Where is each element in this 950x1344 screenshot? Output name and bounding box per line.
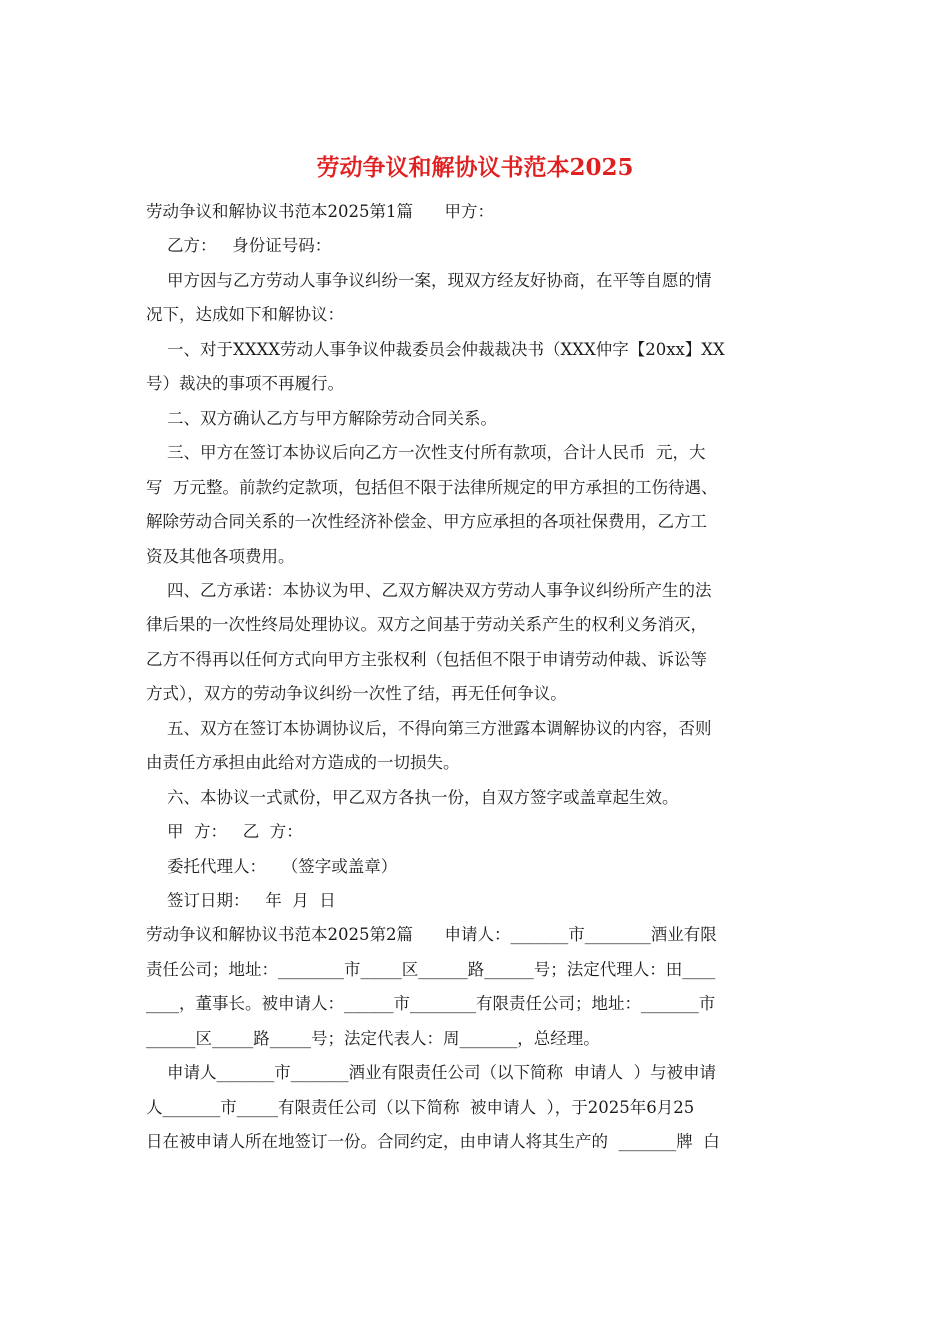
body-line: 写 万元整。前款约定款项，包括但不限于法律所规定的甲方承担的工伤待遇、 (146, 477, 718, 497)
body-line: 申请人_______市_______酒业有限责任公司（以下简称 申请人 ）与被申请 (146, 1063, 716, 1083)
body-line: 签订日期： 年 月 日 (146, 891, 336, 910)
body-line: 乙方不得再以任何方式向甲方主张权利（包括但不限于申请劳动仲裁、诉讼等 (146, 649, 707, 669)
body-line: 六、本协议一式贰份，甲乙双方各执一份，自双方签字或盖章起生效。 (146, 787, 679, 807)
body-line: 甲 方： 乙 方： (146, 822, 303, 842)
body-line: 乙方： 身份证号码： (146, 236, 332, 256)
body-line: 律后果的一次性终局处理协议。双方之间基于劳动关系产生的权利义务消灭， (146, 615, 707, 635)
body-line: 劳动争议和解协议书范本2025第1篇 甲方： (146, 202, 494, 221)
body-line: 甲方因与乙方劳动人事争议纠纷一案，现双方经友好协商，在平等自愿的情 (146, 270, 712, 290)
body-line: 号）裁决的事项不再履行。 (146, 374, 344, 394)
body-line: 委托代理人： （签字或盖章） (146, 856, 398, 876)
body-line: 三、甲方在签订本协议后向乙方一次性支付所有款项，合计人民币 元，大 (146, 443, 706, 463)
body-line: 资及其他各项费用。 (146, 546, 295, 566)
body-line: 一、对于XXXX劳动人事争议仲裁委员会仲裁裁决书（XXX仲字【20xx】XX (146, 339, 725, 359)
body-line: 责任公司；地址：________市_____区______路______号；法定代理人：田____ (146, 959, 716, 979)
body-line: 二、双方确认乙方与甲方解除劳动合同关系。 (146, 408, 497, 428)
body-line: 况下，达成如下和解协议： (146, 305, 344, 325)
body-line: 解除劳动合同关系的一次性经济补偿金、甲方应承担的各项社保费用，乙方工 (146, 512, 707, 532)
body-line: 人_______市_____有限责任公司（以下简称 被申请人 ），于2025年6月25 (146, 1097, 695, 1117)
body-line: 日在被申请人所在地签订一份。合同约定，由申请人将其生产的 _______牌 白 (146, 1132, 720, 1152)
document-title: 劳动争议和解协议书范本2025 (316, 154, 634, 181)
body-line: 由责任方承担由此给对方造成的一切损失。 (146, 753, 460, 773)
body-line: 四、乙方承诺：本协议为甲、乙双方解决双方劳动人事争议纠纷所产生的法 (146, 580, 712, 600)
body-line: ____，董事长。被申请人：______市________有限责任公司；地址：_______市 (146, 994, 716, 1014)
body-line: ______区_____路_____号；法定代表人：周_______，总经理。 (146, 1028, 600, 1048)
body-line: 五、双方在签订本协调协议后，不得向第三方泄露本调解协议的内容，否则 (146, 718, 712, 738)
body-line: 方式），双方的劳动争议纠纷一次性了结，再无任何争议。 (146, 684, 567, 704)
body-line: 劳动争议和解协议书范本2025第2篇 申请人：_______市________酒业有限 (146, 925, 717, 945)
